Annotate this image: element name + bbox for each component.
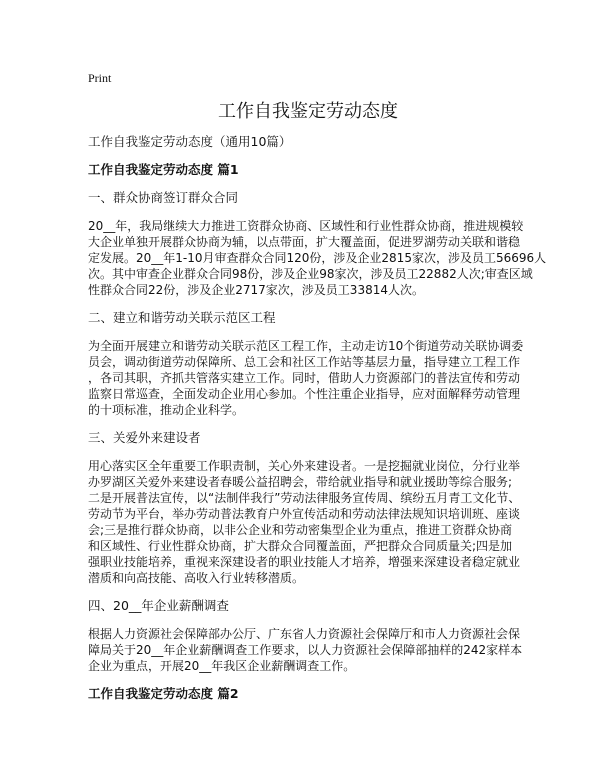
paragraph-line: 监察日常巡查，全面发动企业用心参加。个性注重企业指导，应对面解释劳动管理 — [88, 387, 521, 401]
paragraph-line: 潜质和向高技能、高收入行业转移潜质。 — [88, 571, 305, 585]
document — [88, 70, 547, 714]
article-heading: 工作自我鉴定劳动态度 篇1 — [88, 162, 239, 177]
paragraph-line: 次。其中审查企业群众合同98份，涉及企业98家次，涉及员工22882人次;审查区域 — [88, 267, 533, 281]
paragraph-line: 强职业技能培养，重视来深建设者的职业技能人才培养，增强来深建设者稳定就业 — [88, 555, 521, 569]
paragraph-line: 为全面开展建立和谐劳动关联示范区工程工作，主动走访10个街道劳动关联协调委 — [88, 339, 524, 353]
print-link[interactable]: Print — [88, 71, 112, 85]
paragraph-line: 根据人力资源社会保障部办公厅、广东省人力资源社会保障厅和市人力资源社会保 — [88, 627, 521, 641]
article-heading: 工作自我鉴定劳动态度 篇2 — [88, 686, 239, 701]
paragraph-line: 定发展。20__年1-10月审查群众合同120份，涉及企业2815家次，涉及员工56696人 — [88, 251, 547, 265]
article-body — [88, 190, 547, 674]
section-paragraph — [88, 626, 528, 674]
paragraph-line: 和区域性、行业性群众协商，扩大群众合同覆盖面，严把群众合同质量关;四是加 — [88, 539, 513, 553]
section-paragraph — [88, 458, 528, 586]
document-subtitle: 工作自我鉴定劳动态度（通用10篇） — [88, 134, 292, 149]
paragraph-line: 大企业单独开展群众协商为辅，以点带面，扩大覆盖面，促进罗湖劳动关联和谐稳 — [88, 235, 521, 249]
paragraph-line: 员会，调动街道劳动保障所、总工会和社区工作站等基层力量，指导建立工程工作 — [88, 355, 521, 369]
section-heading: 三、关爱外来建设者 — [88, 430, 201, 445]
paragraph-line: 20__年，我局继续大力推进工资群众协商、区域性和行业性群众协商，推进规模较 — [88, 219, 524, 233]
paragraph-line: 二是开展普法宣传，以“法制伴我行”劳动法律服务宣传周、缤纷五月青工文化节、 — [88, 491, 521, 505]
paragraph-line: 会;三是推行群众协商，以非公企业和劳动密集型企业为重点，推进工资群众协商 — [88, 523, 513, 537]
section-paragraph — [88, 338, 528, 418]
paragraph-line: 企业为重点，开展20__年我区企业薪酬调查工作。 — [88, 659, 356, 673]
page-title: 工作自我鉴定劳动态度 — [218, 101, 398, 122]
paragraph-line: 的十项标准，推动企业科学。 — [88, 403, 245, 417]
paragraph-line: 性群众合同22份，涉及企业2717家次，涉及员工33814人次。 — [88, 283, 424, 297]
paragraph-line: ，各司其职，齐抓共管落实建立工作。同时，借助人力资源部门的普法宣传和劳动 — [88, 371, 521, 385]
paragraph-line: 用心落实区全年重要工作职责制，关心外来建设者。一是挖掘就业岗位，分行业举 — [88, 459, 521, 473]
section-heading: 四、20__年企业薪酬调查 — [88, 598, 229, 613]
section-heading: 一、群众协商签订群众合同 — [88, 190, 239, 205]
section-heading: 二、建立和谐劳动关联示范区工程 — [88, 310, 276, 325]
paragraph-line: 办罗湖区关爱外来建设者春暖公益招聘会，带给就业指导和就业援助等综合服务; — [88, 475, 513, 489]
paragraph-line: 劳动节为平台，举办劳动普法教育户外宣传活动和劳动法律法规知识培训班、座谈 — [88, 507, 521, 521]
paragraph-line: 障局关于20__年企业薪酬调查工作要求，以人力资源社会保障部抽样的242家样本 — [88, 643, 523, 657]
section-paragraph — [88, 218, 547, 298]
